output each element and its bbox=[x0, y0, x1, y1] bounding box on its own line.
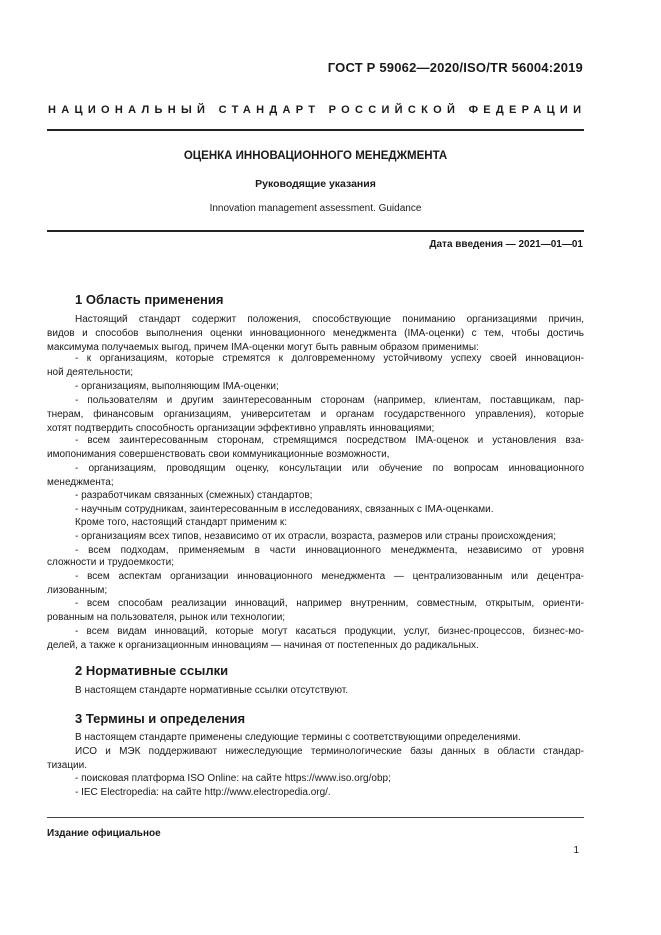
section-1-heading: 1 Область применения bbox=[75, 292, 224, 307]
list-item: - разработчикам связанных (смежных) стандартов; bbox=[75, 490, 313, 501]
list-item-continuation: менеджмента; bbox=[47, 477, 114, 488]
paragraph-line: максимума получаемых выгод, причем IMA-оценки могут быть равным образом применимы: bbox=[47, 342, 479, 353]
list-item: - поисковая платформа ISO Online: на сайте https://www.iso.org/obp; bbox=[75, 773, 391, 784]
list-item: - IEC Electropedia: на сайте http://www.electropedia.org/. bbox=[75, 787, 331, 798]
list-item-continuation: тнерам, финансовым организациям, университетам и органам государственного управления), которые bbox=[47, 409, 584, 420]
list-item-continuation: лизованным; bbox=[47, 585, 108, 596]
paragraph-line: тизации. bbox=[47, 760, 87, 771]
national-standard-banner: НАЦИОНАЛЬНЫЙ СТАНДАРТ РОССИЙСКОЙ ФЕДЕРАЦИИ bbox=[48, 104, 587, 116]
list-item-continuation: хотят подтвердить способность организации эффективно управлять инновациями; bbox=[47, 423, 435, 434]
page-number: 1 bbox=[573, 845, 579, 856]
list-item: - всем видам инноваций, которые могут касаться продукции, услуг, бизнес-процессов, бизнес-мо- bbox=[75, 626, 584, 637]
list-item: - всем аспектам организации инновационного менеджмента — централизованным или децентра- bbox=[75, 571, 584, 582]
document-subtitle: Руководящие указания bbox=[255, 178, 376, 190]
title-divider bbox=[47, 230, 584, 232]
introduction-date: Дата введения — 2021—01—01 bbox=[429, 239, 583, 250]
paragraph-line: ИСО и МЭК поддерживают нижеследующие терминологические базы данных в области стандар- bbox=[75, 746, 584, 757]
list-item: - к организациям, которые стремятся к долговременному устойчивому успеху своей инновацион- bbox=[75, 353, 584, 364]
paragraph-line: видов и способов выполнения оценки инновационного менеджмента (IMA-оценки) с тем, чтобы достичь bbox=[47, 328, 584, 339]
english-title: Innovation management assessment. Guidance bbox=[209, 203, 422, 214]
paragraph-line: Настоящий стандарт содержит положения, способствующие пониманию организациями причин, bbox=[75, 314, 584, 325]
footer-divider bbox=[47, 817, 584, 818]
top-divider bbox=[47, 129, 584, 131]
paragraph-line: В настоящем стандарте нормативные ссылки отсутствуют. bbox=[75, 685, 349, 696]
list-item: - всем подходам, применяемым в части инновационного менеджмента, независимо от уровня bbox=[75, 545, 584, 556]
section-2-heading: 2 Нормативные ссылки bbox=[75, 663, 229, 678]
list-item-continuation: делей, а также к организационным инновациям — начиная от постепенных до радикальных. bbox=[47, 640, 479, 651]
document-code: ГОСТ Р 59062—2020/ISO/TR 56004:2019 bbox=[327, 60, 583, 75]
list-item: - организациям всех типов, независимо от их отрасли, возраста, размеров или страны происхождения; bbox=[75, 531, 557, 542]
list-item-continuation: ной деятельности; bbox=[47, 367, 134, 378]
list-item-continuation: сложности и трудоемкости; bbox=[47, 557, 175, 568]
paragraph-line: В настоящем стандарте применены следующие термины с соответствующими определениями. bbox=[75, 732, 521, 743]
list-item: - научным сотрудникам, заинтересованным в исследованиях, связанных с IMA-оценками. bbox=[75, 504, 494, 515]
list-item: - всем заинтересованным сторонам, стремящимся посредством IMA-оценок и установления вза- bbox=[75, 435, 584, 446]
list-item-continuation: рованным на пользователя, рынок или технологии; bbox=[47, 612, 286, 623]
official-edition-label: Издание официальное bbox=[47, 828, 161, 839]
paragraph-line: Кроме того, настоящий стандарт применим к: bbox=[75, 517, 288, 528]
list-item: - пользователям и другим заинтересованным сторонам (например, клиентам, поставщикам, пар- bbox=[75, 395, 584, 406]
list-item-continuation: имопонимания совершенствовать свои коммуникационные возможности, bbox=[47, 449, 390, 460]
list-item: - всем способам реализации инноваций, например внутренним, совместным, открытым, ориенти- bbox=[75, 598, 584, 609]
document-title: ОЦЕНКА ИННОВАЦИОННОГО МЕНЕДЖМЕНТА bbox=[183, 150, 448, 162]
section-3-heading: 3 Термины и определения bbox=[75, 711, 246, 726]
list-item: - организациям, проводящим оценку, консультации или обучение по вопросам инновационного bbox=[75, 463, 584, 474]
list-item: - организациям, выполняющим IMA-оценки; bbox=[75, 381, 279, 392]
